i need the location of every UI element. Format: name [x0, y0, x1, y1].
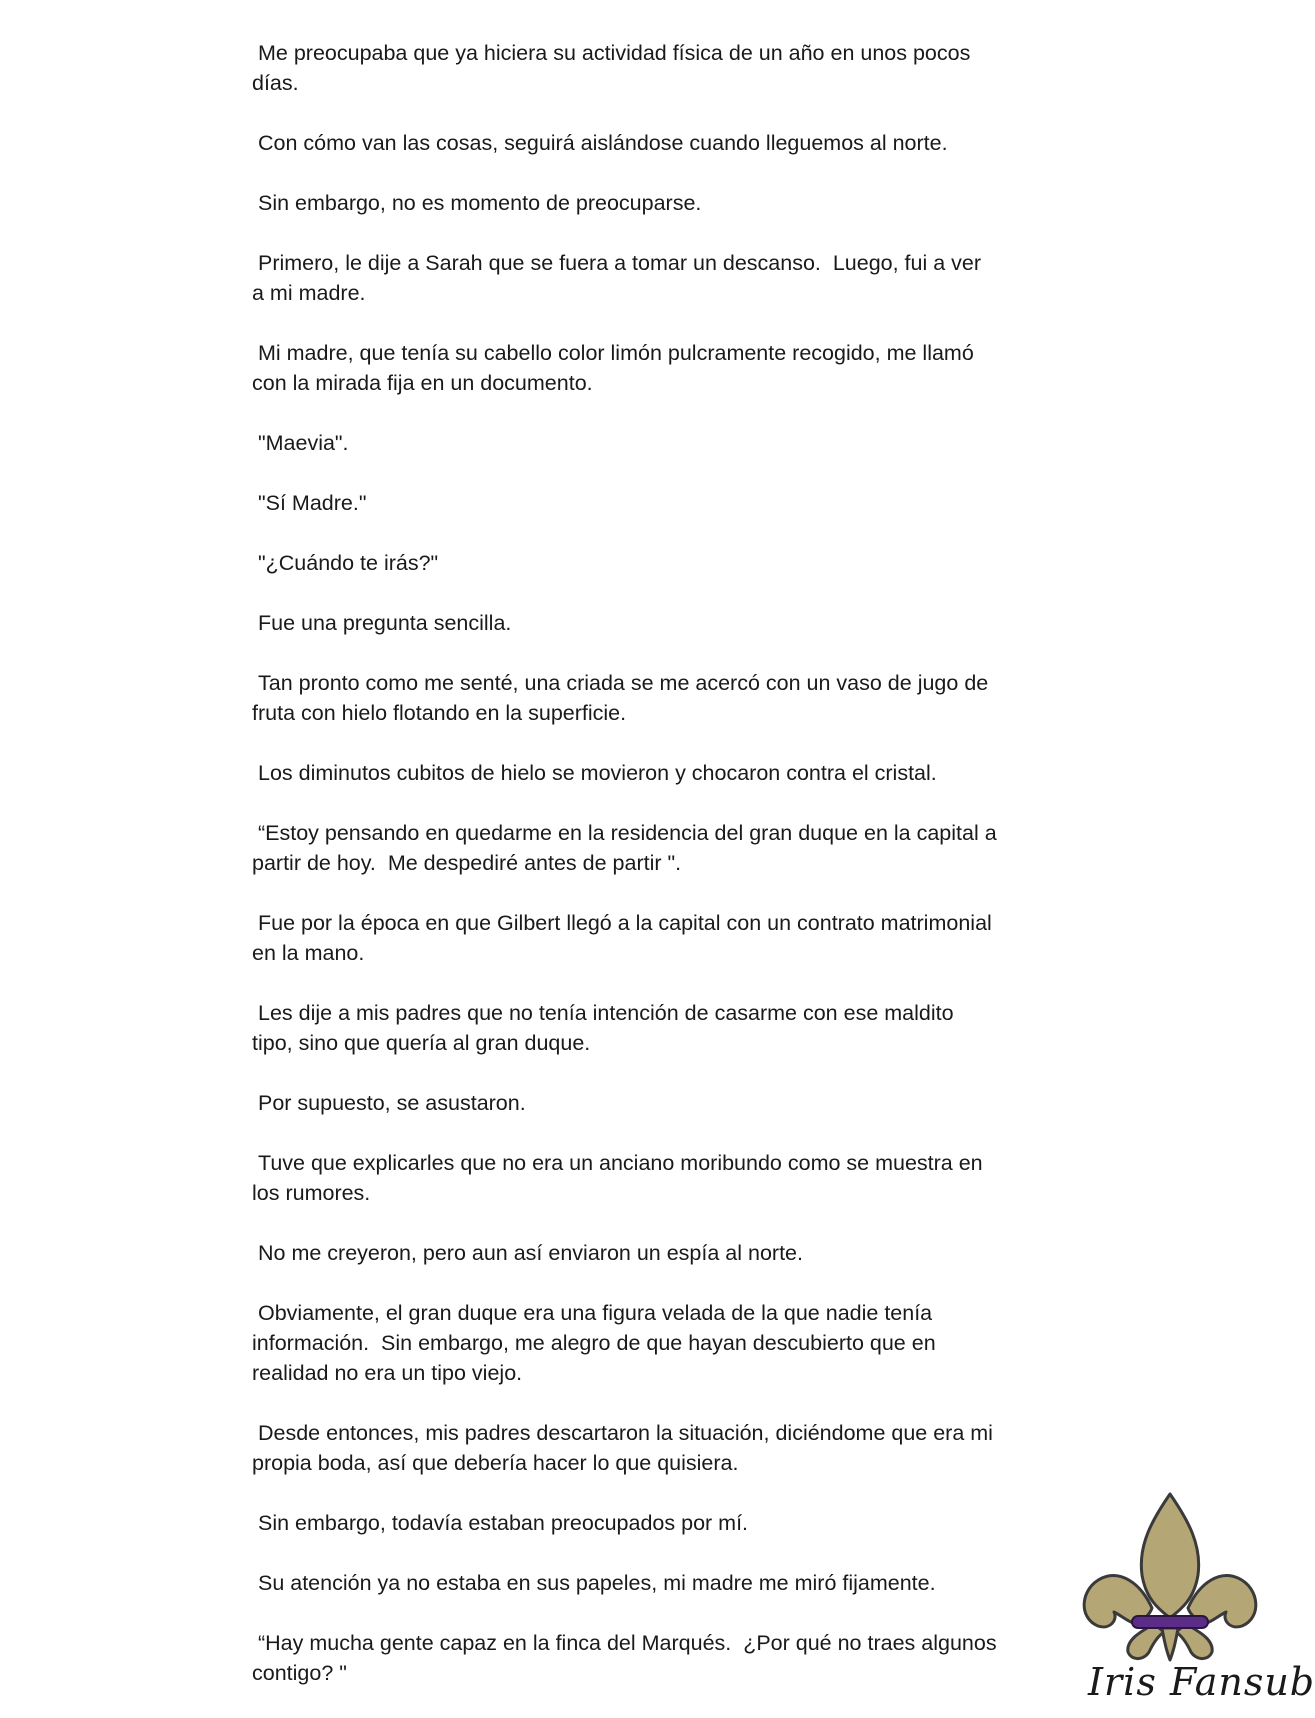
paragraph: No me creyeron, pero aun así enviaron un espía al norte. — [252, 1241, 803, 1265]
paragraph: "¿Cuándo te irás?" — [252, 551, 439, 575]
paragraph: Sin embargo, todavía estaban preocupados por mí. — [252, 1511, 749, 1535]
paragraph: Los diminutos cubitos de hielo se movieron y chocaron contra el cristal. — [252, 761, 937, 785]
paragraph: Su atención ya no estaba en sus papeles, mi madre me miró fijamente. — [252, 1571, 936, 1595]
paragraph: Tan pronto como me senté, una criada se me acercó con un vaso de jugo de fruta con hielo flotando en la superficie. — [252, 671, 989, 725]
paragraph: Mi madre, que tenía su cabello color limón pulcramente recogido, me llamó con la mirada fija en un documento. — [252, 341, 974, 395]
paragraph: Tuve que explicarles que no era un anciano moribundo como se muestra en los rumores. — [252, 1151, 983, 1205]
paragraph: Me preocupaba que ya hiciera su actividad física de un año en unos pocos días. — [252, 41, 971, 95]
paragraph: "Sí Madre." — [252, 491, 367, 515]
paragraph: Sin embargo, no es momento de preocuparse. — [252, 191, 702, 215]
paragraph: “Hay mucha gente capaz en la finca del Marqués. ¿Por qué no traes algunos contigo? " — [252, 1631, 997, 1685]
paragraph: Desde entonces, mis padres descartaron la situación, diciéndome que era mi propia boda, así que debería hacer lo que quisiera. — [252, 1421, 993, 1475]
paragraph: Por supuesto, se asustaron. — [252, 1091, 526, 1115]
watermark-text: Iris Fansub — [1088, 1660, 1315, 1704]
paragraph: Les dije a mis padres que no tenía intención de casarme con ese maldito tipo, sino que quería al gran duque. — [252, 1001, 954, 1055]
paragraph: Obviamente, el gran duque era una figura velada de la que nadie tenía información. Sin embargo, me alegro de que hayan descubierto que en realidad no era un tipo viejo. — [252, 1301, 936, 1385]
paragraph: Fue por la época en que Gilbert llegó a la capital con un contrato matrimonial en la mano. — [252, 911, 992, 965]
paragraph: “Estoy pensando en quedarme en la residencia del gran duque en la capital a partir de hoy. Me despediré antes de partir ". — [252, 821, 997, 875]
paragraph: Fue una pregunta sencilla. — [252, 611, 512, 635]
document-body — [252, 38, 1052, 1718]
fleur-de-lis-icon — [1070, 1490, 1270, 1665]
paragraph: "Maevia". — [252, 431, 349, 455]
paragraph: Primero, le dije a Sarah que se fuera a tomar un descanso. Luego, fui a ver a mi madre. — [252, 251, 982, 305]
paragraph: Con cómo van las cosas, seguirá aislándose cuando lleguemos al norte. — [252, 131, 948, 155]
